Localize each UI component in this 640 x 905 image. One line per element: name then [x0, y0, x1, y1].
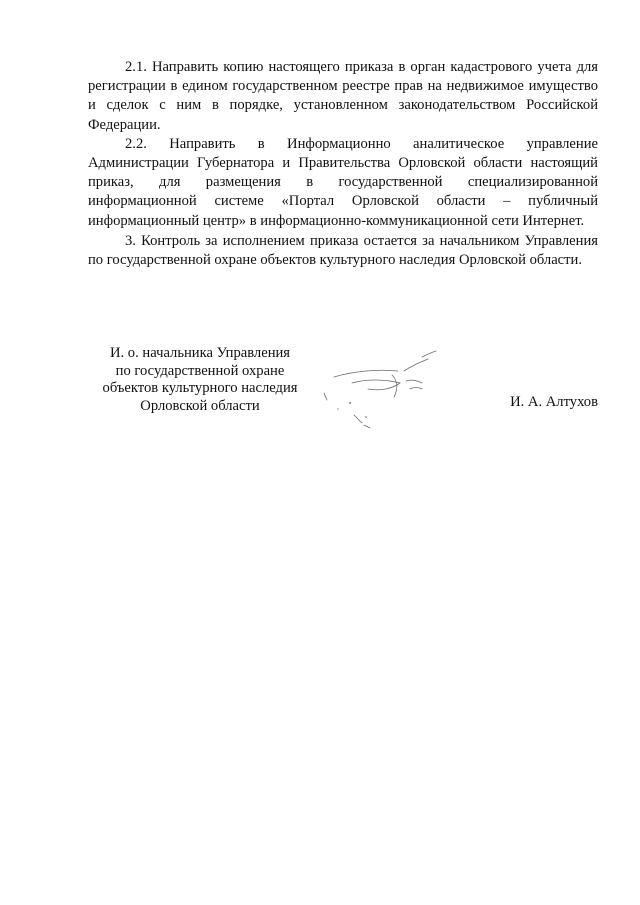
paragraph-2-1: 2.1. Направить копию настоящего приказа в орган кадастрового учета для регистрации в едином государственном реестре прав на недвижимое имущество и сделок с ним в порядке, установленном законодательством Российской Федерации. [88, 59, 598, 133]
paragraph-2-2: 2.2. Направить в Информационно аналитическое управление Администрации Губернатора и Правительства Орловской области настоящий приказ, для размещения в государственной специализированной информационной системе «Портал Орловской области – публичный информационный центр» в информационно-коммуникационной сети Интернет. [88, 135, 598, 229]
signatory-title-line: И. о. начальника Управления [109, 345, 291, 361]
signatory-title-line: объектов культурного наследия [102, 380, 298, 396]
signatory-title-line: по государственной охране [115, 362, 285, 379]
signatory-name: И. А. Алтухов [510, 394, 598, 410]
document-body [88, 58, 598, 270]
signature-block [88, 345, 598, 435]
signatory-title-line: Орловской области [140, 397, 260, 414]
paragraph-3: 3. Контроль за исполнением приказа остается за начальником Управления по государственной охране объектов культурного наследия Орловской области. [88, 232, 598, 269]
handwritten-signature [314, 345, 464, 435]
signatory-title [92, 345, 308, 415]
